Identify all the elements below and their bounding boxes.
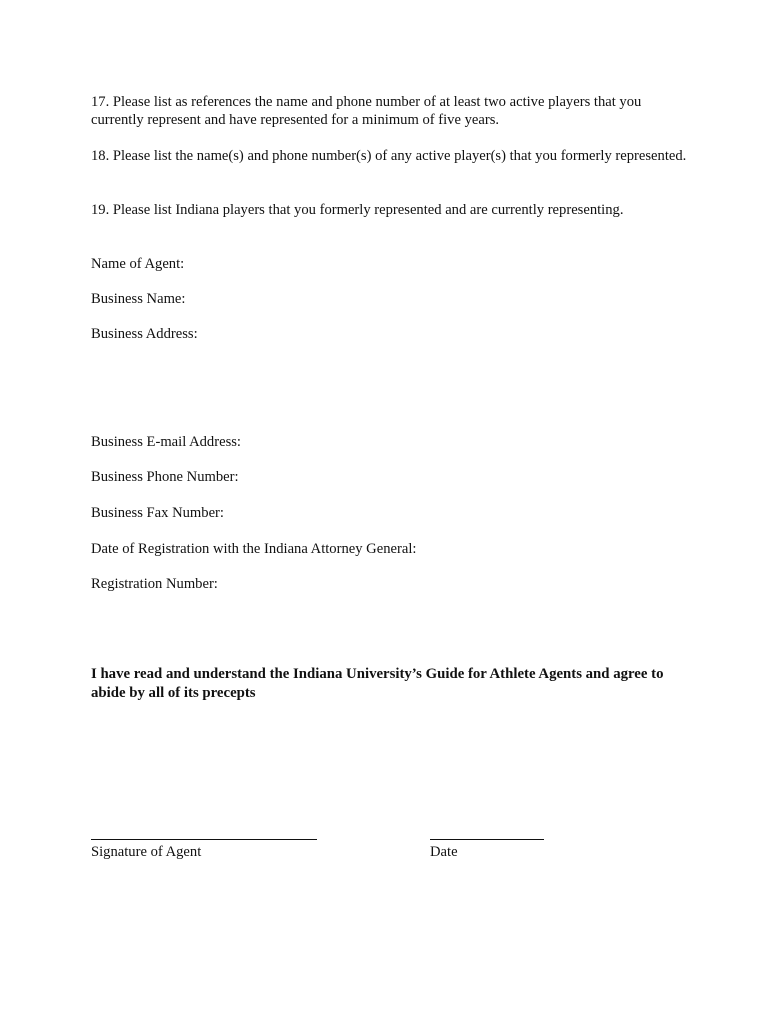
business-phone-label: Business Phone Number: [91,469,239,485]
agent-name-label: Name of Agent: [91,256,185,272]
business-fax-label: Business Fax Number: [91,505,224,521]
question-18: 18. Please list the name(s) and phone number(s) of any active player(s) that you formerly represented. [91,148,687,164]
agent-signature-label: Signature of Agent [91,844,202,860]
agent-signature-line[interactable] [91,839,317,840]
question-17: 17. Please list as references the name and phone number of at least two active players that you currently represent and have represented for a minimum of five years. [91,94,642,128]
date-label: Date [430,844,458,860]
agreement-statement: I have read and understand the Indiana University’s Guide for Athlete Agents and agree to abide by all of its precepts [91,666,664,701]
business-name-label: Business Name: [91,291,186,307]
business-address-label: Business Address: [91,326,198,342]
registration-date-label: Date of Registration with the Indiana Attorney General: [91,541,417,557]
registration-number-label: Registration Number: [91,576,218,592]
business-email-label: Business E-mail Address: [91,434,241,450]
date-signature-line[interactable] [430,839,544,840]
question-19: 19. Please list Indiana players that you formerly represented and are currently representing. [91,202,624,218]
